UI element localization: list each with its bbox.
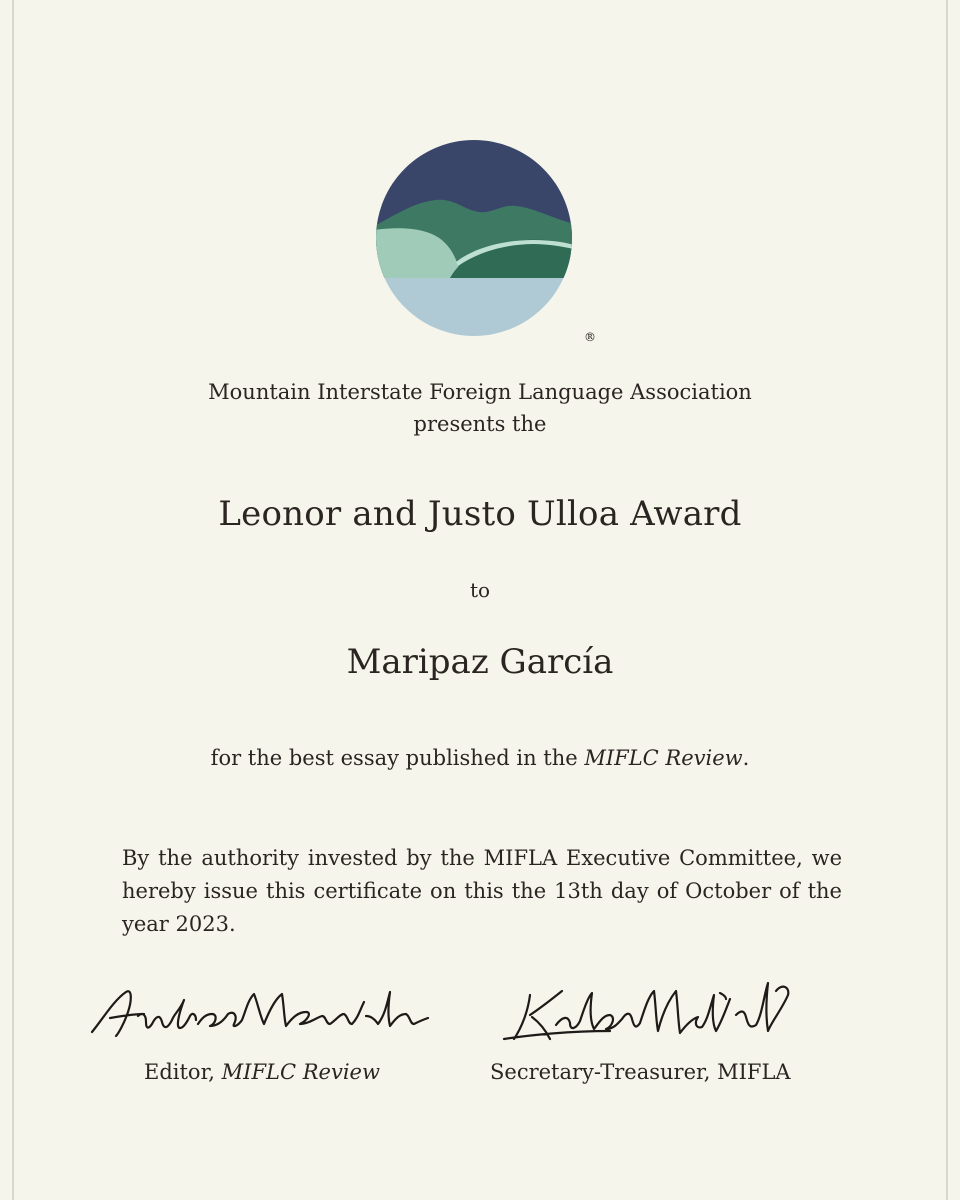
journal-name: MIFLC Review: [584, 746, 743, 770]
presenter-block: [0, 376, 960, 440]
editor-signature: [88, 980, 448, 1050]
landscape-logo-icon: [374, 138, 574, 338]
secretary-title: Secretary-Treasurer, MIFLA: [490, 1060, 791, 1084]
reason-prefix: for the best essay published in the: [210, 746, 585, 770]
award-title: Leonor and Justo Ulloa Award: [218, 494, 742, 534]
presents-line: presents the: [413, 412, 547, 436]
organization-name: Mountain Interstate Foreign Language Association: [208, 380, 752, 404]
secretary-signature: [500, 975, 800, 1055]
editor-title-journal: MIFLC Review: [221, 1060, 380, 1084]
recipient-name: Maripaz García: [346, 642, 614, 682]
registered-trademark-mark: ®: [584, 330, 596, 344]
award-reason: [0, 746, 960, 770]
reason-suffix: .: [742, 746, 750, 770]
editor-title-prefix: Editor,: [144, 1060, 222, 1084]
authority-statement: By the authority invested by the MIFLA Executive Committee, we hereby issue this certificate on this the 13th day of October of the year 2023.: [122, 846, 842, 936]
editor-title: [144, 1060, 380, 1084]
mifla-logo: [374, 138, 574, 338]
to-label: to: [469, 578, 491, 602]
